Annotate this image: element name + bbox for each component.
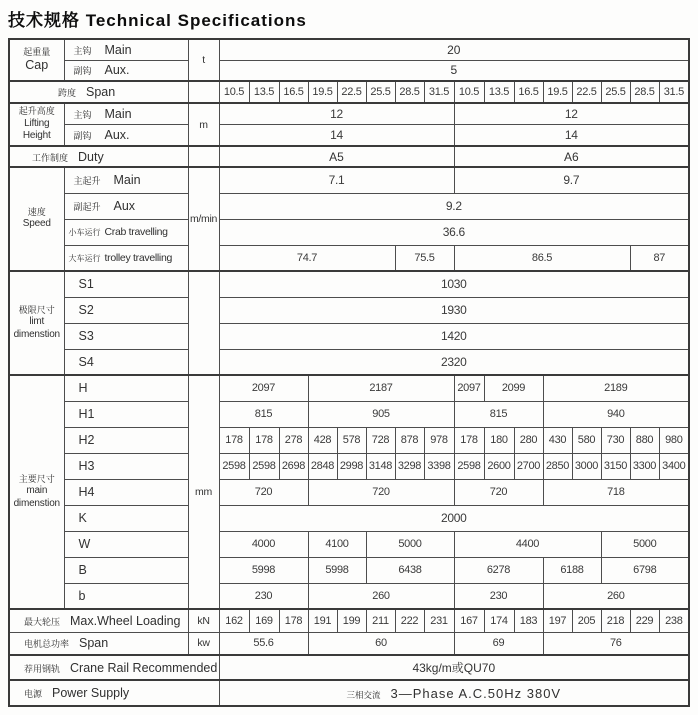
lifting-main-label-zh: 主钩 [73,109,92,120]
speed-crab-label [64,219,188,245]
dims-H4-value: 720 [454,479,543,505]
lifting-unit: m [188,103,219,146]
dims-label [9,375,64,609]
cap-label-en: Cap [25,57,49,72]
span-value-cell: 22.5 [572,81,601,103]
dims-H3-value: 2698 [279,453,308,479]
power-label [9,632,188,655]
dims-H4-value: 718 [543,479,689,505]
power-value: 55.6 [219,632,308,655]
span-label-en: Span [86,85,116,99]
supply-label-en: Power Supply [52,686,130,700]
dims-b-value: 230 [219,583,308,609]
dims-b-value: 260 [543,583,689,609]
wheel-value-cell: 162 [219,609,249,632]
dims-row-name: B [64,557,188,583]
limit-label-en1: limt [29,316,45,328]
speed-label [9,167,64,271]
span-value-cell: 19.5 [308,81,337,103]
lifting-aux-value-a6: 14 [454,124,689,146]
wheel-value-cell: 183 [514,609,543,632]
dims-b-value: 230 [454,583,543,609]
dims-H2-value: 578 [337,427,366,453]
cap-main-value: 20 [219,39,689,60]
dims-row-name: K [64,505,188,531]
wheel-value-cell: 197 [543,609,572,632]
duty-label-en: Duty [78,149,104,164]
speed-trolley-label-zh: 大车运行 [68,253,101,263]
cap-aux-label-en: Aux. [104,63,130,78]
lifting-main-value-a5: 12 [219,103,454,124]
speed-trolley-value: 75.5 [395,245,454,271]
span-value-cell: 25.5 [366,81,395,103]
dims-b-value: 260 [308,583,454,609]
speed-crab-label-en: Crab travelling [104,226,168,238]
power-value: 76 [543,632,689,655]
dims-H-value: 2187 [308,375,454,401]
duty-value-a5: A5 [219,146,454,167]
lifting-main-label [64,103,188,124]
limit-row-name: S3 [64,323,188,349]
limit-label-en2: dimenstion [13,328,60,340]
dims-H2-value: 978 [424,427,454,453]
wheel-value-cell: 178 [279,609,308,632]
cap-label-zh: 起重量 [23,46,51,57]
dims-W-value: 4100 [308,531,366,557]
lifting-main-value-a6: 12 [454,103,689,124]
speed-crab-label-zh: 小车运行 [68,228,101,237]
cap-aux-value: 5 [219,60,689,81]
dims-W-value: 4000 [219,531,308,557]
dims-H2-value: 280 [514,427,543,453]
dims-H2-value: 980 [659,427,689,453]
limit-row-name: S1 [64,271,188,297]
dims-H3-value: 2600 [484,453,514,479]
span-value-cell: 31.5 [424,81,454,103]
lifting-label-en2: Height [22,130,51,142]
rail-label-zh: 荐用钢轨 [24,663,61,674]
speed-main-label-zh: 主起升 [73,176,101,187]
dims-H2-value: 880 [630,427,659,453]
span-value-cell: 16.5 [279,81,308,103]
span-unit-empty [188,81,219,103]
span-value-cell: 28.5 [395,81,424,103]
dims-H3-value: 2700 [514,453,543,479]
dims-H1-value: 815 [219,401,308,427]
dims-row-name: b [64,583,188,609]
dims-B-value: 6438 [366,557,454,583]
dims-H3-value: 2850 [543,453,572,479]
dims-H-value: 2097 [219,375,308,401]
wheel-value-cell: 218 [601,609,630,632]
dims-H2-value: 178 [249,427,279,453]
speed-main-value-a6: 9.7 [454,167,689,193]
dims-B-value: 6278 [454,557,543,583]
wheel-value-cell: 167 [454,609,484,632]
spec-table [8,38,690,707]
dims-label-en2: dimenstion [13,497,60,509]
dims-W-value: 4400 [454,531,601,557]
supply-value-en: 3—Phase A.C.50Hz 380V [390,685,562,701]
dims-row-name: H4 [64,479,188,505]
limit-row-value: 1930 [219,297,689,323]
speed-aux-label-en: Aux [113,199,136,213]
lifting-label-en1: Lifting [24,117,50,129]
speed-crab-value: 36.6 [219,219,689,245]
span-value-cell: 16.5 [514,81,543,103]
dims-H-value: 2189 [543,375,689,401]
speed-trolley-value: 87 [630,245,689,271]
wheel-unit: kN [188,609,219,632]
span-label-zh: 跨度 [58,88,77,98]
wheel-label [9,609,188,632]
dims-H3-value: 3000 [572,453,601,479]
wheel-label-zh: 最大轮压 [24,616,61,627]
supply-value [219,680,689,706]
dims-B-value: 5998 [219,557,308,583]
lifting-aux-label [64,124,188,146]
duty-label-zh: 工作制度 [32,152,69,163]
span-value-cell: 13.5 [249,81,279,103]
dims-H4-value: 720 [308,479,454,505]
wheel-value-cell: 238 [659,609,689,632]
lifting-aux-value-a5: 14 [219,124,454,146]
wheel-label-en: Max.Wheel Loading [70,613,181,628]
speed-main-value-a5: 7.1 [219,167,454,193]
supply-value-zh: 三相交流 [346,689,381,700]
supply-label-zh: 电源 [24,689,43,699]
dims-H-value: 2099 [484,375,543,401]
limit-row-value: 2320 [219,349,689,375]
power-value: 69 [454,632,543,655]
cap-aux-label-zh: 副钩 [73,66,92,77]
dims-H3-value: 3148 [366,453,395,479]
dims-H2-value: 180 [484,427,514,453]
wheel-value-cell: 205 [572,609,601,632]
dims-H4-value: 720 [219,479,308,505]
limit-row-name: S2 [64,297,188,323]
rail-label-en: Crane Rail Recommended [70,660,218,675]
dims-H3-value: 2598 [454,453,484,479]
cap-label [9,39,64,81]
limit-unit-empty [188,271,219,375]
dims-H2-value: 178 [454,427,484,453]
span-label [9,81,188,103]
span-value-cell: 31.5 [659,81,689,103]
lifting-aux-label-en: Aux. [104,127,130,142]
rail-value: 43kg/m或QU70 [219,655,689,680]
cap-main-label-zh: 主钩 [73,45,92,56]
dims-unit: mm [188,375,219,609]
dims-label-zh: 主要尺寸 [18,473,55,484]
dims-H2-value: 430 [543,427,572,453]
speed-label-en: Speed [22,218,51,230]
duty-label [9,146,188,167]
dims-H2-value: 730 [601,427,630,453]
speed-aux-value: 9.2 [219,193,689,219]
dims-H-value: 2097 [454,375,484,401]
dims-H3-value: 3150 [601,453,630,479]
span-value-cell: 28.5 [630,81,659,103]
supply-label [9,680,219,706]
cap-aux-label [64,60,188,81]
wheel-value-cell: 229 [630,609,659,632]
speed-main-label [64,167,188,193]
lifting-main-label-en: Main [104,106,132,121]
dims-H3-value: 2848 [308,453,337,479]
dims-H3-value: 2598 [249,453,279,479]
lifting-label [9,103,64,146]
cap-main-label [64,39,188,60]
limit-row-value: 1420 [219,323,689,349]
dims-H2-value: 580 [572,427,601,453]
power-label-zh: 电机总功率 [24,639,70,650]
power-label-en: Span [79,636,109,651]
limit-row-name: S4 [64,349,188,375]
span-value-cell: 10.5 [219,81,249,103]
dims-row-name: H2 [64,427,188,453]
page-title: 技术规格 Technical Specifications [8,11,307,30]
dims-W-value: 5000 [601,531,689,557]
wheel-value-cell: 199 [337,609,366,632]
speed-trolley-value: 74.7 [219,245,395,271]
wheel-value-cell: 211 [366,609,395,632]
dims-H2-value: 278 [279,427,308,453]
cap-unit: t [188,39,219,81]
cap-main-label-en: Main [104,42,132,57]
limit-label [9,271,64,375]
speed-trolley-label-en: trolley travelling [104,251,173,264]
dims-H1-value: 940 [543,401,689,427]
span-value-cell: 22.5 [337,81,366,103]
duty-value-a6: A6 [454,146,689,167]
dims-W-value: 5000 [366,531,454,557]
span-value-cell: 19.5 [543,81,572,103]
wheel-value-cell: 174 [484,609,514,632]
dims-H2-value: 728 [366,427,395,453]
span-value-cell: 13.5 [484,81,514,103]
dims-K-value: 2000 [219,505,689,531]
dims-row-name: H3 [64,453,188,479]
lifting-label-zh: 起升高度 [18,106,55,117]
dims-H2-value: 178 [219,427,249,453]
dims-H3-value: 3398 [424,453,454,479]
speed-aux-label [64,193,188,219]
limit-row-value: 1030 [219,271,689,297]
dims-row-name: W [64,531,188,557]
wheel-value-cell: 191 [308,609,337,632]
dims-H1-value: 815 [454,401,543,427]
dims-row-name: H1 [64,401,188,427]
dims-H1-value: 905 [308,401,454,427]
speed-main-label-en: Main [113,173,141,188]
power-unit: kw [188,632,219,655]
dims-H2-value: 428 [308,427,337,453]
rail-label [9,655,219,680]
dims-H3-value: 2598 [219,453,249,479]
speed-trolley-value: 86.5 [454,245,630,271]
wheel-value-cell: 222 [395,609,424,632]
span-value-cell: 25.5 [601,81,630,103]
power-value: 60 [308,632,454,655]
dims-H3-value: 3300 [630,453,659,479]
speed-trolley-label [64,245,188,271]
dims-label-en1: main [26,485,48,497]
dims-H3-value: 3298 [395,453,424,479]
duty-unit-empty [188,146,219,167]
wheel-value-cell: 231 [424,609,454,632]
speed-aux-label-zh: 副起升 [73,202,101,212]
lifting-aux-label-zh: 副钩 [73,130,92,141]
dims-B-value: 6188 [543,557,601,583]
speed-label-zh: 速度 [27,207,46,218]
dims-row-name: H [64,375,188,401]
dims-H3-value: 3400 [659,453,689,479]
span-value-cell: 10.5 [454,81,484,103]
speed-unit: m/min [188,167,219,271]
dims-H3-value: 2998 [337,453,366,479]
dims-H2-value: 878 [395,427,424,453]
wheel-value-cell: 169 [249,609,279,632]
limit-label-zh: 极限尺寸 [18,304,55,315]
dims-B-value: 6798 [601,557,689,583]
dims-B-value: 5998 [308,557,366,583]
